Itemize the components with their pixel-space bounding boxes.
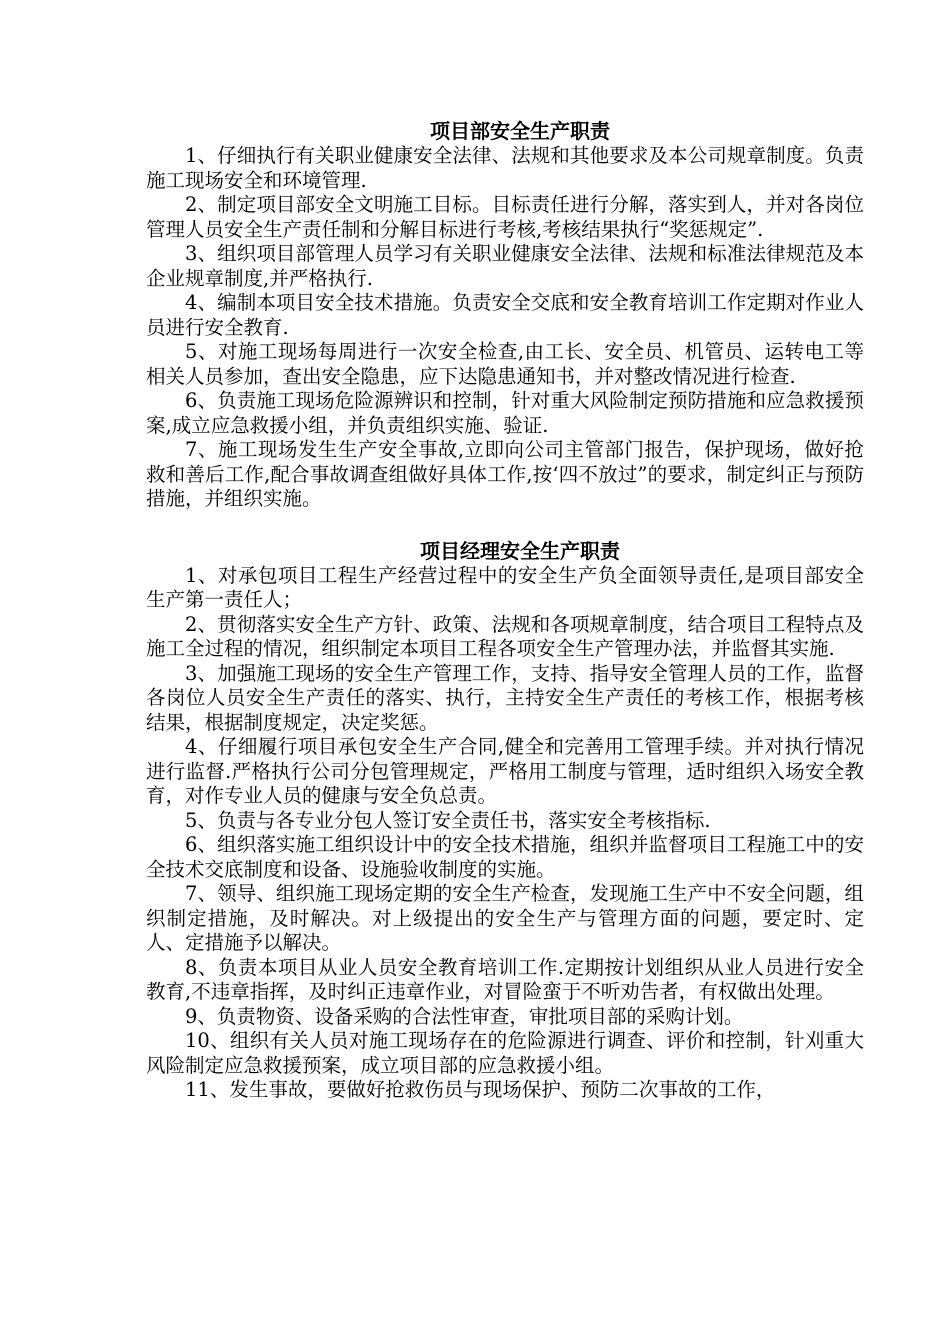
paragraph: 6、负责施工现场危险源辨识和控制，针对重大风险制定预防措施和应急救援预案,成立应急救援小组，并负责组织实施、验证.	[146, 389, 864, 437]
section-title: 项目部安全生产职责	[430, 119, 610, 143]
paragraph: 2、制定项目部安全文明施工目标。目标责任进行分解，落实到人，并对各岗位管理人员安全生产责任制和分解目标进行考核,考核结果执行“奖惩规定”.	[146, 193, 864, 241]
paragraph: 5、对施工现场每周进行一次安全检查,由工长、安全员、机管员、运转电工等相关人员参加，查出安全隐患，应下达隐患通知书，并对整改情况进行检查.	[146, 340, 864, 388]
paragraph: 2、贯彻落实安全生产方针、政策、法规和各项规章制度，结合项目工程特点及施工全过程的情况，组织制定本项目工程各项安全生产管理办法，并监督其实施.	[146, 612, 864, 660]
paragraph: 3、加强施工现场的安全生产管理工作，支持、指导安全管理人员的工作，监督各岗位人员安全生产责任的落实、执行，主持安全生产责任的考核工作，根据考核结果，根据制度规定，决定奖惩。	[146, 661, 864, 734]
paragraph: 10、组织有关人员对施工现场存在的危险源进行调查、评价和控制，针刈重大风险制定应急救援预案，成立项目部的应急救援小组。	[146, 1029, 864, 1077]
section-project-dept	[146, 118, 864, 512]
paragraph: 4、编制本项目安全技术措施。负责安全交底和安全教育培训工作定期对作业人员进行安全教育.	[146, 291, 864, 339]
section-project-manager	[146, 538, 864, 1103]
paragraph: 7、施工现场发生生产安全事故,立即向公司主管部门报告，保护现场，做好抢救和善后工作,配合事故调查组做好具体工作,按‘四不放过”的要求，制定纠正与预防措施，并组织实施。	[146, 438, 864, 510]
paragraph: 5、负责与各专业分包人签订安全责任书，落实安全考核指标.	[185, 808, 711, 832]
paragraph: 11、发生事故，要做好抢救伤员与现场保护、预防二次事故的工作，	[185, 1078, 776, 1101]
section-spacer	[146, 512, 864, 538]
paragraph: 9、负责物资、设备采购的合法性审查，审批项目部的采购计划。	[185, 1004, 744, 1028]
paragraph: 7、领导、组织施工现场定期的安全生产检查，发现施工生产中不安全问题，组织制定措施，及时解决。对上级提出的安全生产与管理方面的问题，要定时、定人、定措施予以解决。	[146, 882, 864, 954]
document-page	[146, 118, 864, 1103]
paragraph: 4、仔细履行项目承包安全生产合同,健全和完善用工管理手续。并对执行情况进行监督.严格执行公司分包管理规定，严格用工制度与管理，适时组织入场安全教育，对作专业人员的健康与安全负总责。	[146, 735, 864, 807]
paragraph: 1、仔细执行有关职业健康安全法律、法规和其他要求及本公司规章制度。负责施工现场安全和环境管理.	[146, 144, 864, 192]
section-title: 项目经理安全生产职责	[420, 538, 620, 563]
paragraph: 8、负责本项目从业人员安全教育培训工作.定期按计划组织从业人员进行安全教育,不违章指挥，及时纠正违章作业，对冒险蛮于不听劝告者，有权做出处理。	[146, 955, 864, 1003]
paragraph: 1、对承包项目工程生产经营过程中的安全生产负全面领导责任,是项目部安全生产第一责任人；	[146, 563, 864, 611]
paragraph: 6、组织落实施工组织设计中的安全技术措施，组织并监督项目工程施工中的安全技术交底制度和设备、设施验收制度的实施。	[146, 833, 864, 881]
paragraph: 3、组织项目部管理人员学习有关职业健康安全法律、法规和标准法律规范及本企业规章制度,并严格执行.	[146, 242, 864, 290]
